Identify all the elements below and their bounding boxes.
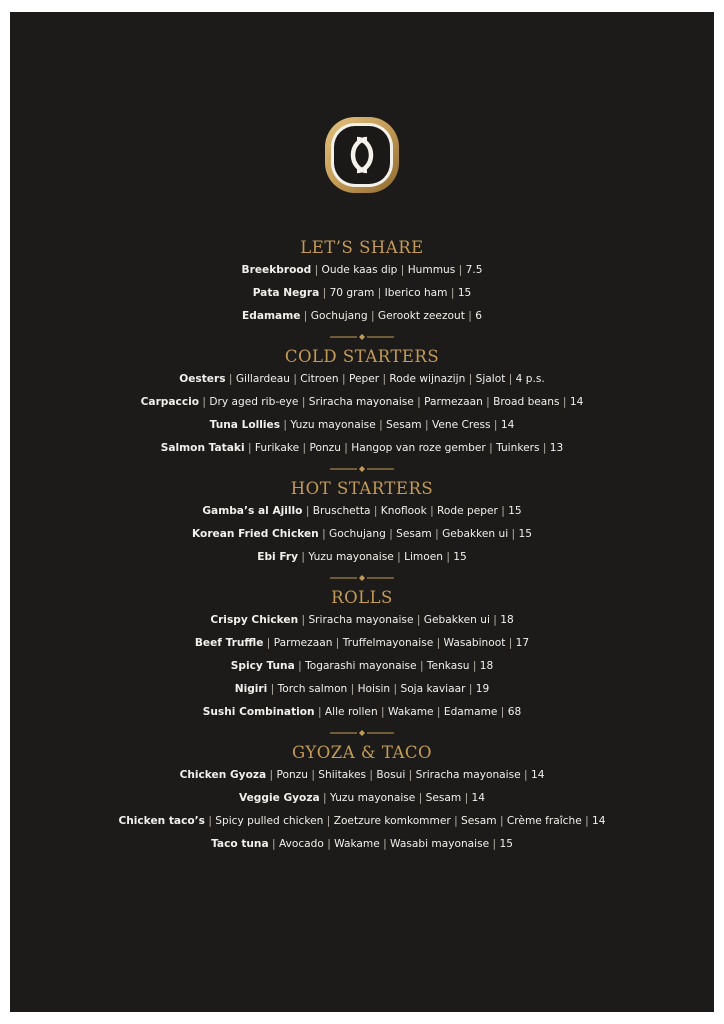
menu-item [10,810,714,833]
dish-detail: Peper [348,373,380,385]
dish-detail: Parmezaan [273,637,333,649]
dish-name: Beef Truffle [194,637,264,649]
menu-item [10,500,714,523]
menu-page [10,12,714,1012]
menu-item [10,632,714,655]
dish-name: Breekbrood [241,264,312,276]
dish-name: Crispy Chicken [210,614,299,626]
dish-name: Tuna Lollies [209,419,281,431]
separator: | [267,683,278,695]
separator: | [268,838,279,850]
dish-detail: Knoflook [380,505,427,517]
section-title: ROLLS [331,588,393,607]
separator: | [450,815,462,827]
separator: | [319,287,330,299]
separator: | [455,264,466,276]
dish-detail: Shiitakes [318,769,367,781]
dish-price: 14 [592,815,606,827]
separator: | [442,551,454,563]
separator: | [298,614,309,626]
dish-price: 17 [515,637,530,649]
dish-name: Nigiri [234,683,268,695]
dish-detail: Gebakken ui [442,528,509,540]
ornament-divider [10,460,714,478]
separator: | [421,419,432,431]
dish-detail: Sesam [396,528,432,540]
separator: | [469,660,480,672]
separator: | [340,442,352,454]
separator: | [413,614,424,626]
dish-detail: Gebakken ui [423,614,490,626]
dish-detail: Oude kaas dip [321,264,398,276]
separator: | [323,815,334,827]
separator: | [413,396,425,408]
menu-item [10,609,714,632]
menu-section [10,742,714,856]
separator: | [496,815,507,827]
separator: | [465,373,476,385]
dish-detail: Sesam [425,792,462,804]
separator: | [379,373,390,385]
dish-detail: Torch salmon [277,683,348,695]
menu-item [10,282,714,305]
separator: | [393,551,405,563]
separator: | [433,706,444,718]
dish-detail: Furikake [254,442,300,454]
dish-detail: Sesam [386,419,422,431]
dish-price: 68 [507,706,522,718]
menu-item [10,655,714,678]
dish-name: Gamba’s al Ajillo [202,505,303,517]
dish-detail: Bruschetta [312,505,371,517]
dish-detail: Truffelmayonaise [342,637,434,649]
dish-detail: Limoen [404,551,443,563]
separator: | [497,505,509,517]
separator: | [385,528,397,540]
dish-price: 15 [499,838,513,850]
ornament-divider [10,328,714,346]
separator: | [370,505,381,517]
dish-price: 18 [500,614,514,626]
dish-name: Chicken Gyoza [179,769,267,781]
dish-name: Oesters [179,373,226,385]
ornament-divider [10,569,714,587]
dish-price: 15 [518,528,532,540]
dish-detail: Ponzu [276,769,308,781]
dish-name: Veggie Gyoza [238,792,320,804]
separator: | [377,706,388,718]
dish-price: 15 [453,551,467,563]
menu-item [10,305,714,328]
dish-detail: Wakame [334,838,380,850]
dish-price: 15 [457,287,472,299]
menu-section [10,478,714,569]
section-title: COLD STARTERS [284,347,440,366]
dish-price: 6 [475,310,482,322]
dish-detail: Ponzu [309,442,341,454]
separator: | [294,660,306,672]
dish-price: 7.5 [465,264,483,276]
dish-name: Chicken taco’s [118,815,205,827]
dish-name: Spicy Tuna [230,660,295,672]
separator: | [319,792,330,804]
separator: | [416,660,427,672]
separator: | [263,637,274,649]
dish-name: Edamame [242,310,301,322]
separator: | [338,373,349,385]
menu-item [10,833,714,856]
dish-detail: Vene Cress [431,419,491,431]
separator: | [266,769,277,781]
dish-price: 14 [530,769,545,781]
menu-section [10,587,714,724]
separator: | [497,706,508,718]
dish-detail: Sriracha mayonaise [308,396,414,408]
ornament-divider [10,724,714,742]
separator: | [433,637,444,649]
dish-detail: 70 gram [329,287,375,299]
oc-monogram-logo [323,115,401,195]
separator: | [204,815,216,827]
menu-section [10,237,714,328]
dish-detail: Zoetzure komkommer [333,815,451,827]
dish-detail: Sriracha mayonaise [308,614,414,626]
dish-detail: Gochujang [310,310,368,322]
dish-detail: Hummus [407,264,456,276]
dish-name: Ebi Fry [257,551,299,563]
dish-name: Korean Fried Chicken [192,528,319,540]
separator: | [447,287,458,299]
separator: | [298,396,309,408]
separator: | [280,419,291,431]
dish-detail: Togarashi mayonaise [305,660,417,672]
separator: | [298,551,309,563]
dish-detail: Crème fraîche [506,815,582,827]
separator: | [539,442,550,454]
separator: | [405,769,416,781]
dish-detail: Yuzu mayonaise [308,551,394,563]
separator: | [299,442,310,454]
menu-item [10,546,714,569]
separator: | [415,792,426,804]
dish-detail: Avocado [278,838,324,850]
dish-detail: Iberico ham [384,287,448,299]
separator: | [520,769,531,781]
dish-price: 14 [500,419,515,431]
separator: | [426,505,438,517]
separator: | [465,683,476,695]
separator: | [311,264,322,276]
menu-item [10,678,714,701]
dish-price: 14 [471,792,486,804]
separator: | [225,373,236,385]
dish-detail: Hoisin [357,683,391,695]
menu-item [10,523,714,546]
menu-item [10,787,714,810]
dish-detail: Sesam [461,815,497,827]
separator: | [397,264,408,276]
menu-item [10,764,714,787]
separator: | [347,683,358,695]
separator: | [508,528,519,540]
dish-detail: Parmezaan [424,396,483,408]
separator: | [318,528,330,540]
dish-detail: Hangop van roze gember [351,442,486,454]
dish-name: Sushi Combination [202,706,315,718]
dish-name: Pata Negra [252,287,320,299]
menu-item [10,368,714,391]
dish-price: 15 [508,505,522,517]
dish-detail: Edamame [443,706,498,718]
dish-detail: Sriracha mayonaise [415,769,521,781]
separator: | [375,419,387,431]
separator: | [314,706,325,718]
separator: | [323,838,335,850]
dish-detail: Wakame [387,706,434,718]
separator: | [489,614,501,626]
dish-detail: Rode wijnazijn [389,373,466,385]
dish-detail: Yuzu mayonaise [290,419,376,431]
dish-price: 19 [475,683,490,695]
dish-detail: Spicy pulled chicken [215,815,324,827]
separator: | [461,792,472,804]
section-title: HOT STARTERS [290,479,434,498]
dish-name: Carpaccio [140,396,200,408]
separator: | [464,310,476,322]
separator: | [490,419,501,431]
separator: | [559,396,570,408]
menu-item [10,437,714,460]
dish-detail: Tenkasu [426,660,470,672]
dish-detail: Alle rollen [324,706,378,718]
separator: | [244,442,255,454]
dish-price: 14 [569,396,584,408]
separator: | [505,637,516,649]
separator: | [366,769,377,781]
dish-price: 13 [549,442,564,454]
menu-item [10,414,714,437]
dish-detail: Gerookt zeezout [377,310,465,322]
section-title: LET’S SHARE [300,238,424,257]
dish-detail: Bosui [376,769,406,781]
separator: | [199,396,210,408]
separator: | [482,396,494,408]
separator: | [489,838,500,850]
dish-detail: Rode peper [437,505,498,517]
menu-item [10,701,714,724]
separator: | [374,287,385,299]
separator: | [505,373,516,385]
menu-item [10,391,714,414]
dish-detail: Gillardeau [235,373,290,385]
separator: | [307,769,319,781]
separator: | [332,637,343,649]
dish-name: Taco tuna [211,838,269,850]
separator: | [581,815,593,827]
dish-detail: Gochujang [329,528,386,540]
dish-detail: Sjalot [475,373,506,385]
separator: | [302,505,313,517]
separator: | [485,442,497,454]
dish-detail: Yuzu mayonaise [329,792,416,804]
separator: | [379,838,391,850]
menu-section [10,346,714,460]
dish-price: 18 [479,660,494,672]
dish-detail: Wasabi mayonaise [390,838,490,850]
separator: | [300,310,311,322]
menu-item [10,259,714,282]
dish-detail: Wasabinoot [443,637,506,649]
dish-detail: Broad beans [493,396,560,408]
dish-price: 4 p.s. [515,373,545,385]
section-title: GYOZA & TACO [291,743,433,762]
dish-detail: Citroen [300,373,339,385]
separator: | [367,310,378,322]
dish-detail: Soja kaviaar [400,683,466,695]
menu-list [10,237,714,856]
dish-detail: Dry aged rib-eye [209,396,299,408]
separator: | [390,683,401,695]
separator: | [289,373,301,385]
dish-detail: Tuinkers [496,442,540,454]
separator: | [431,528,443,540]
dish-name: Salmon Tataki [160,442,245,454]
